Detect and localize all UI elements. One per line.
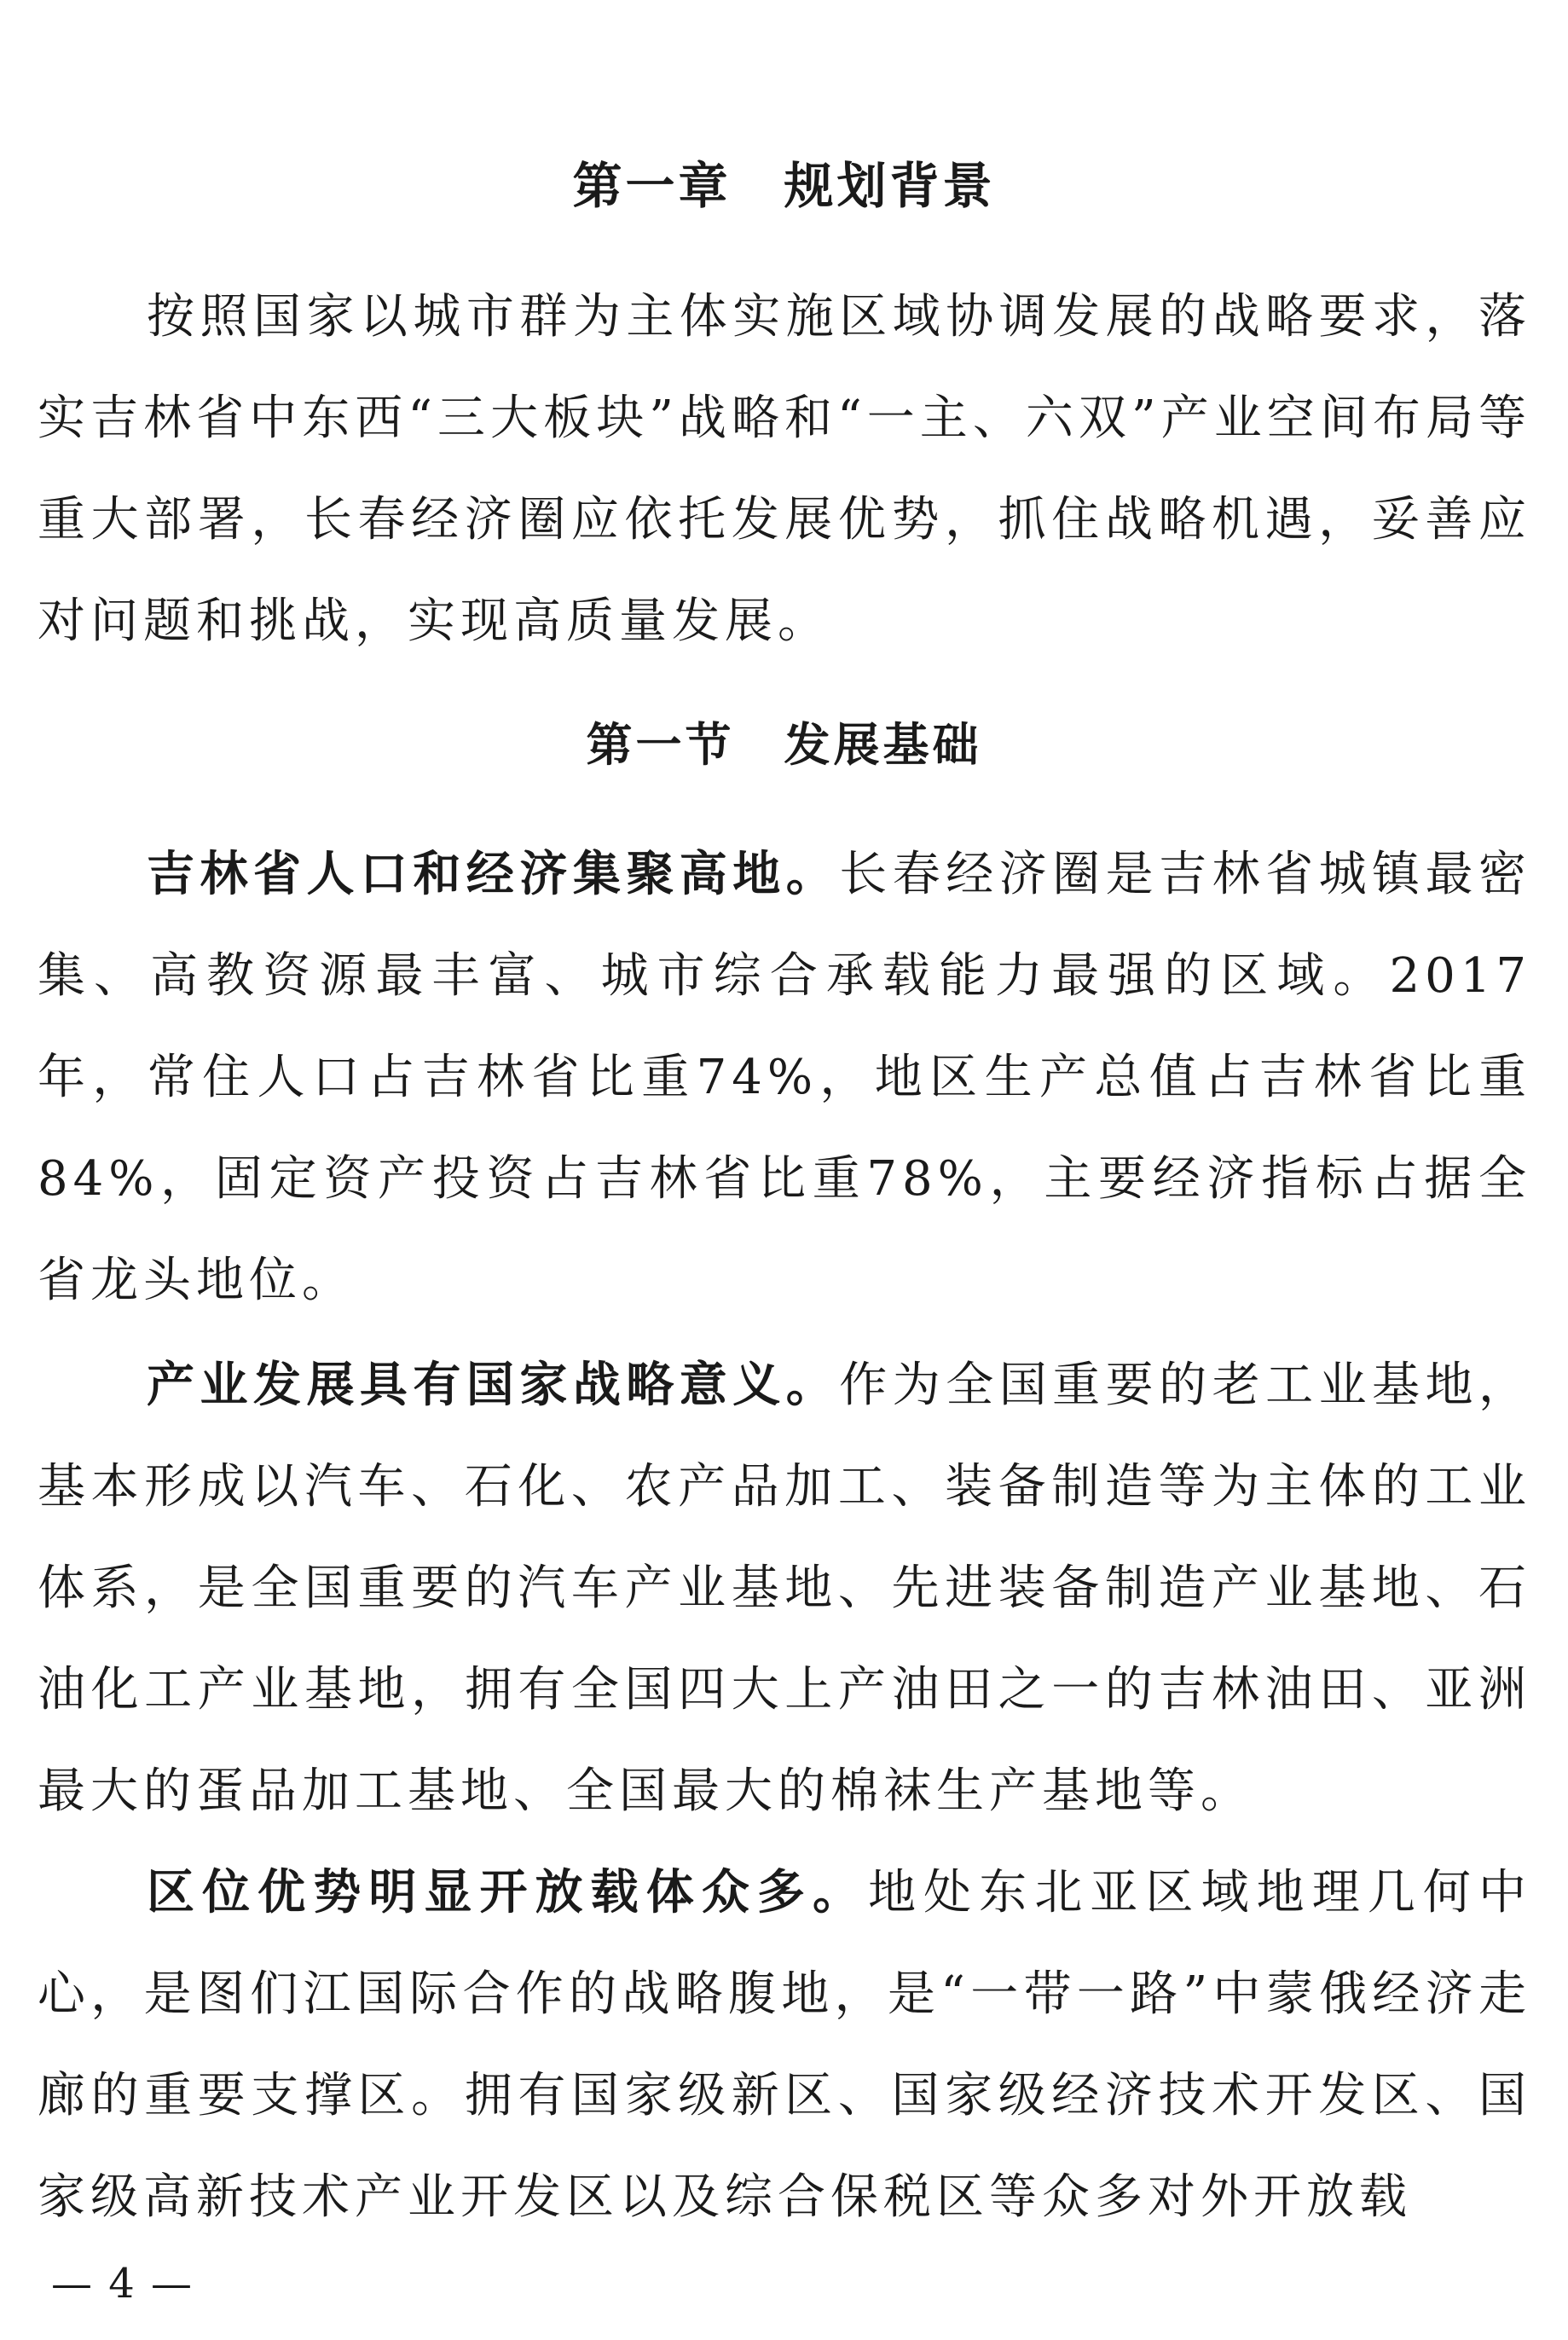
paragraph-industry: [38, 1335, 1531, 1842]
paragraph-lead: 产业发展具有国家战略意义。: [147, 1358, 840, 1413]
paragraph-lead: 区位优势明显开放载体众多。: [147, 1865, 869, 1920]
chapter-title: 第一章 规划背景: [572, 157, 996, 215]
page-number: — 4 —: [51, 2260, 194, 2308]
paragraph-population-economy: [38, 824, 1531, 1331]
section-title: 第一节 发展基础: [586, 717, 982, 772]
paragraph-body: 长春经济圈是吉林省城镇最密集、高教资源最丰富、城市综合承载能力最强的区域。2017年，常住人口占吉林省比重74%，地区生产总值占吉林省比重84%，固定资产投资占吉林省比重78%，主要经济指标占据全省龙头地位。: [38, 847, 1532, 1308]
intro-paragraph: 按照国家以城市群为主体实施区域协调发展的战略要求，落实吉林省中东西“三大板块”战略和“一主、六双”产业空间布局等重大部署，长春经济圈应依托发展优势，抓住战略机遇，妥善应对问题和挑战，实现高质量发展。: [38, 289, 1531, 649]
paragraph-location: [38, 1842, 1531, 2248]
paragraph-lead: 吉林省人口和经济集聚高地。: [147, 847, 840, 902]
paragraph-body: 地处东北亚区域地理几何中心，是图们江国际合作的战略腹地，是“一带一路”中蒙俄经济走廊的重要支撑区。拥有国家级新区、国家级经济技术开发区、国家级高新技术产业开发区以及综合保税区等众多对外开放载: [38, 1865, 1532, 2225]
paragraph-body: 作为全国重要的老工业基地，基本形成以汽车、石化、农产品加工、装备制造等为主体的工业体系，是全国重要的汽车产业基地、先进装备制造产业基地、石油化工产业基地，拥有全国四大上产油田之一的吉林油田、亚洲最大的蛋品加工基地、全国最大的棉袜生产基地等。: [38, 1358, 1532, 1819]
